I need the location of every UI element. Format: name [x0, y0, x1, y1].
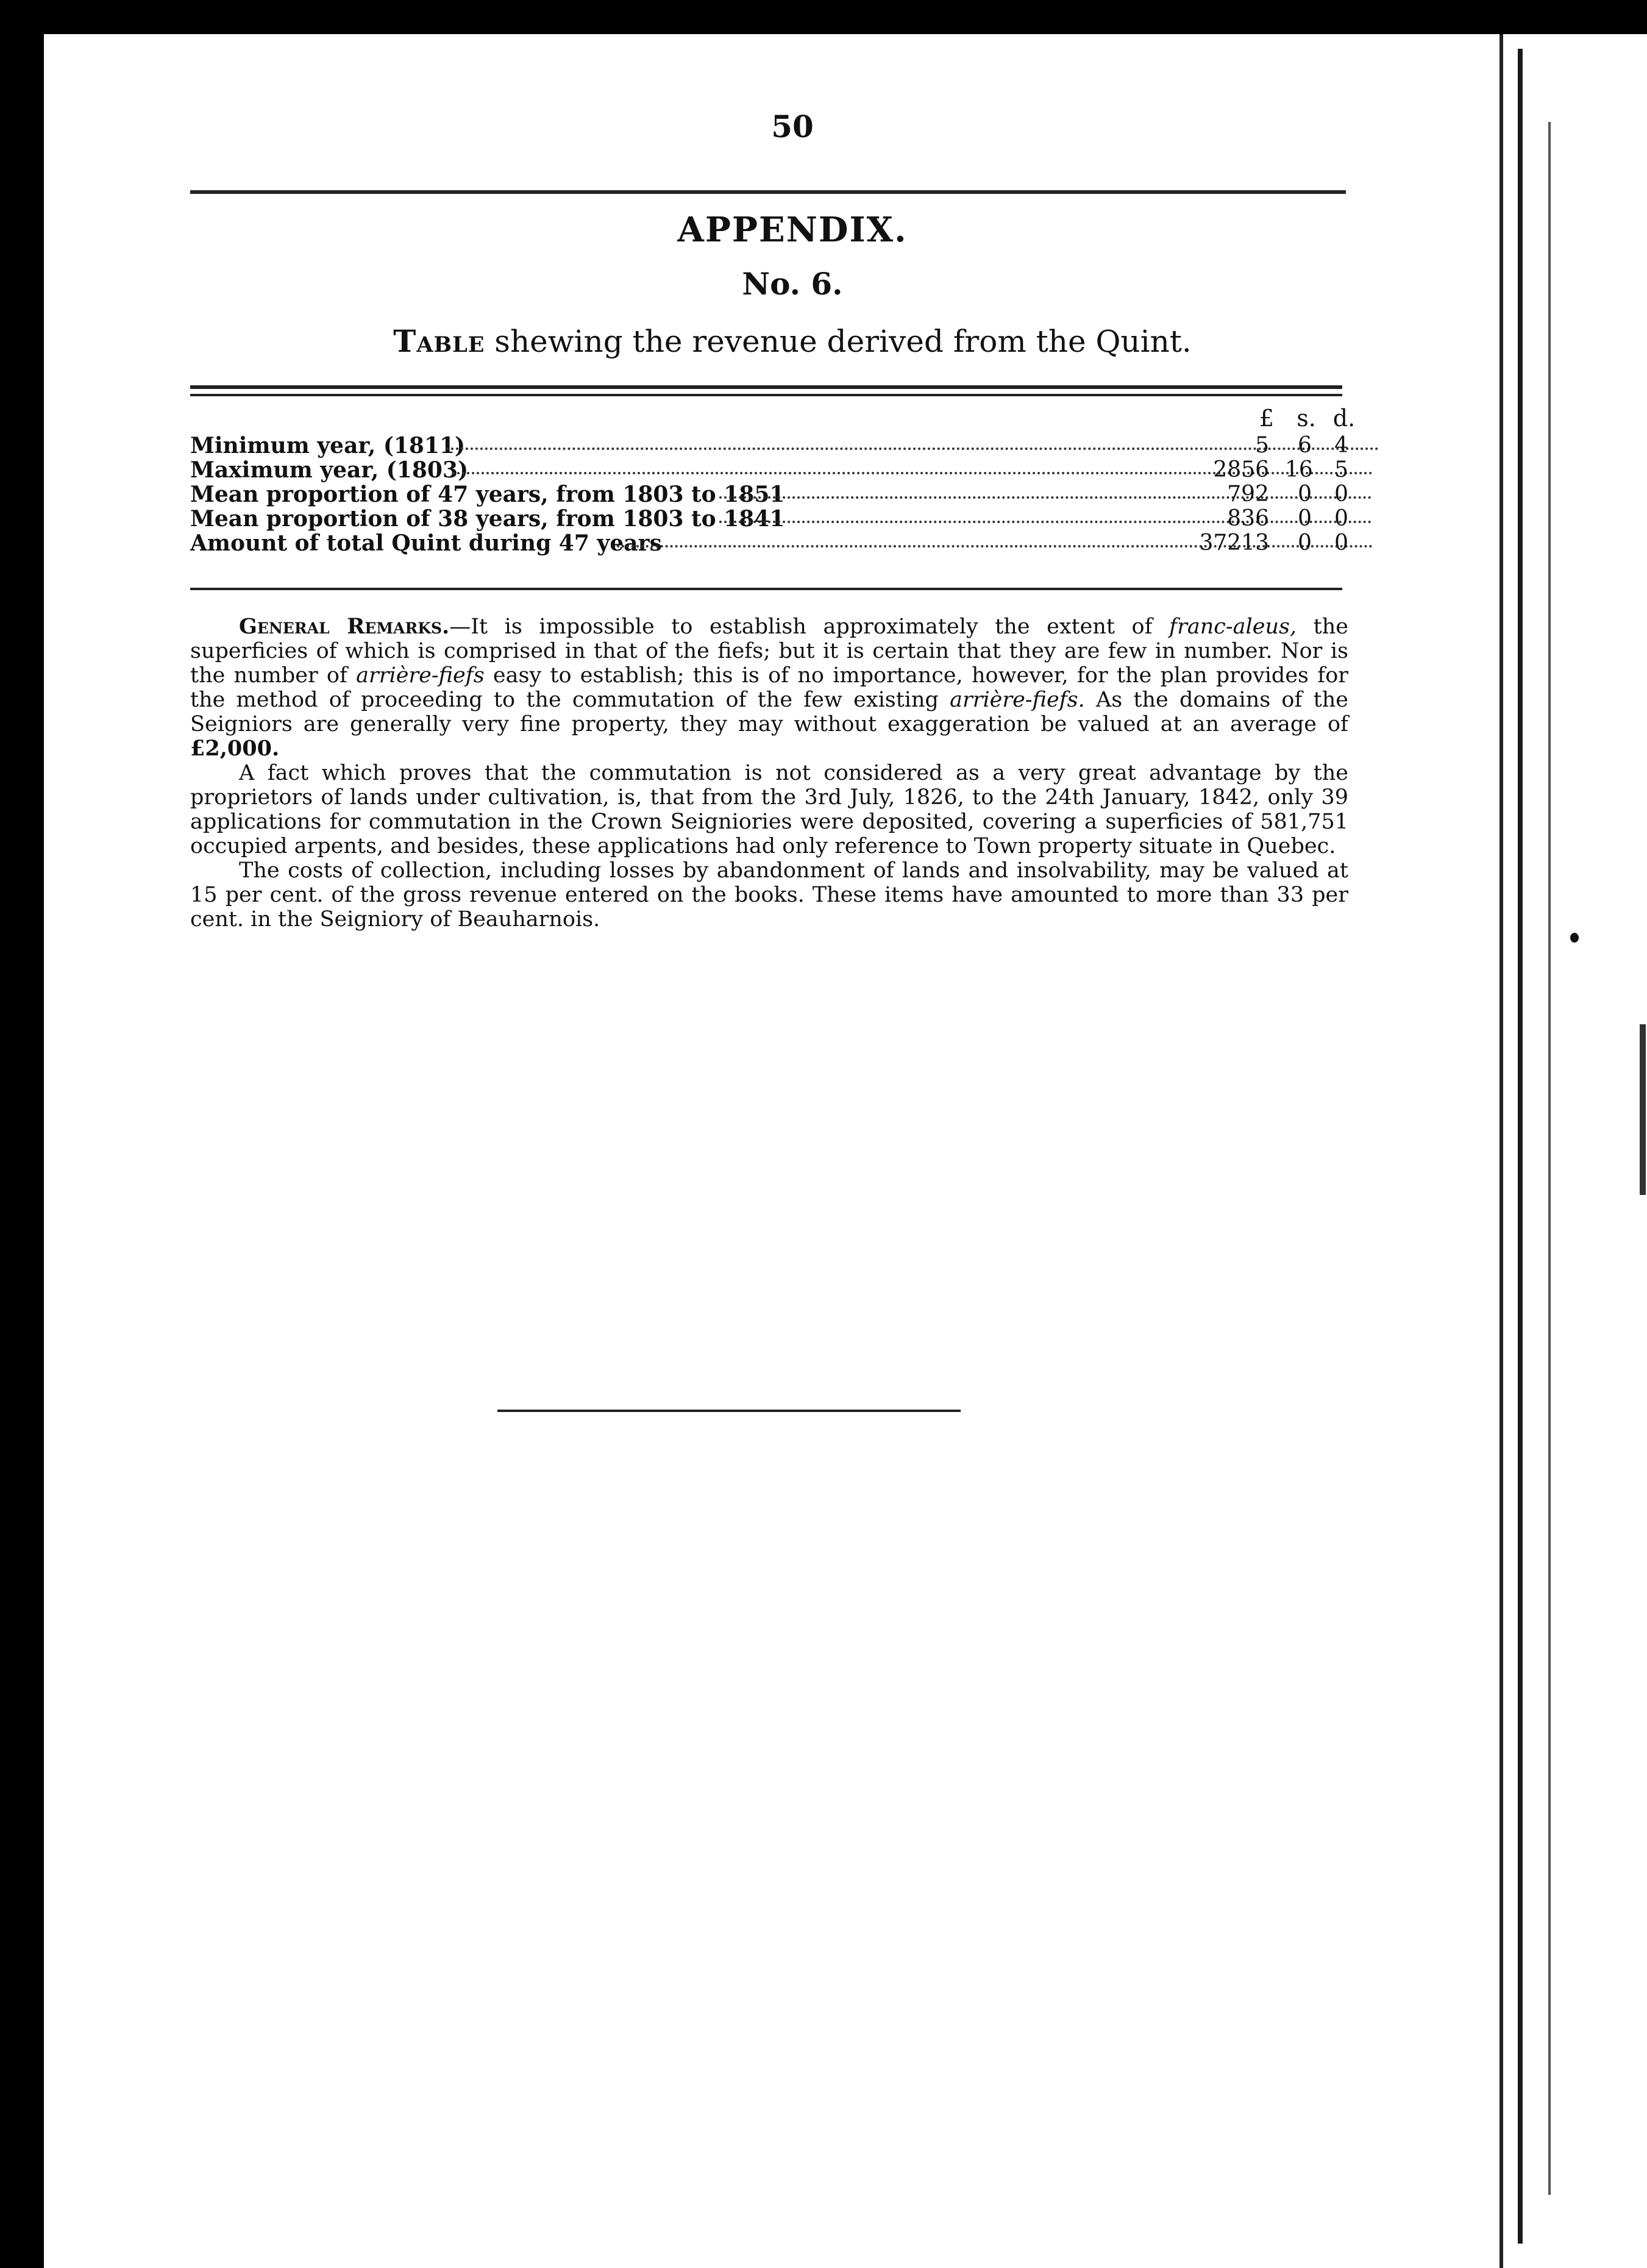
table-top-rule [190, 385, 1342, 389]
table-row [190, 506, 1348, 530]
leader-dots [719, 512, 1371, 523]
row-label: Minimum year, (1811) [190, 433, 466, 458]
header-pence: d. [1332, 405, 1356, 432]
closing-rule [497, 1410, 961, 1412]
remarks-text: As the domains of the Seigniors are generally very fine property, they may without exaggeration be valued at an average of [190, 688, 1348, 736]
shillings-cell: 6 [1298, 433, 1312, 458]
remarks-amount: £2,000. [190, 736, 280, 761]
table-bottom-rule [190, 588, 1342, 590]
table-row [190, 530, 1348, 555]
pence-cell: 0 [1334, 482, 1348, 507]
caption-lead: Table [393, 323, 485, 359]
header-pounds: £ [1259, 405, 1275, 432]
remarks-text: —It is impossible to establish approximately the extent of [449, 615, 1170, 639]
shillings-cell: 0 [1298, 530, 1312, 555]
header-shillings: s. [1297, 405, 1316, 432]
pounds-cell: 792 [1227, 482, 1269, 507]
italic-term: arrière-fiefs. [950, 688, 1085, 712]
pounds-cell: 5 [1255, 433, 1269, 458]
page-edge-line [1518, 49, 1523, 2244]
appendix-heading: APPENDIX. [677, 210, 908, 250]
table-row [190, 457, 1348, 482]
remarks-text: easy to establish; this is of no importance, however, for the plan provides for the method of proceeding to the commutation of the few existing [190, 663, 1348, 712]
italic-term: franc-aleus, [1169, 615, 1297, 639]
edge-text-fragment [1640, 1024, 1646, 1195]
caption-rest: shewing the revenue derived from the Quint. [485, 324, 1192, 359]
page-edge-line-inner [1548, 122, 1551, 2195]
pence-cell: 0 [1334, 530, 1348, 555]
pounds-cell: 37213 [1199, 530, 1269, 555]
general-remarks [190, 615, 1348, 932]
row-label: Amount of total Quint during 47 years [190, 530, 662, 556]
appendix-number: No. 6. [742, 266, 843, 302]
pounds-cell: 2856 [1213, 457, 1269, 482]
edge-mark [1570, 933, 1579, 943]
document-page [44, 34, 1499, 2268]
row-label: Mean proportion of 38 years, from 1803 to 1841 [190, 506, 785, 532]
italic-term: arrière-fiefs [356, 663, 485, 688]
remarks-paragraph-1 [190, 615, 1348, 761]
shillings-cell: 16 [1285, 457, 1313, 482]
table-caption [244, 323, 1341, 359]
remarks-paragraph-2: A fact which proves that the commutation is not considered as a very great advantage by the proprietors of lands under cultivation, is, that from the 3rd July, 1826, to the 24th January, 1842, only 39 applications for commutation in the Crown Seigniories were deposited, covering a superficies of 581,751 occupied arpents, and besides, these applications had only reference to Town property situate in Quebec. [190, 761, 1348, 858]
shillings-cell: 0 [1298, 482, 1312, 507]
pounds-cell: 836 [1227, 506, 1269, 531]
row-label: Mean proportion of 47 years, from 1803 to 1851 [190, 482, 785, 507]
scan-top-border [0, 0, 1647, 37]
remarks-paragraph-3: The costs of collection, including losses by abandonment of lands and insolvability, may be valued at 15 per cent. of the gross revenue entered on the books. These items have amounted to more than 33 per cent. in the Seigniory of Beauharnois. [190, 858, 1348, 932]
remarks-lead: General Remarks. [239, 614, 450, 639]
remarks-text: the superficies of which is comprised in that of the fiefs; but it is certain that they are few in number. Nor is the number of [190, 615, 1348, 688]
row-label: Maximum year, (1803) [190, 457, 469, 483]
table-top-rule-2 [190, 394, 1342, 396]
page-number: 50 [771, 109, 814, 144]
pence-cell: 5 [1334, 457, 1348, 482]
pence-cell: 4 [1334, 433, 1348, 458]
pence-cell: 0 [1334, 506, 1348, 531]
leader-dots [719, 488, 1371, 499]
table-row [190, 482, 1348, 506]
header-rule [190, 190, 1346, 194]
table-row [190, 433, 1348, 457]
shillings-cell: 0 [1298, 506, 1312, 531]
